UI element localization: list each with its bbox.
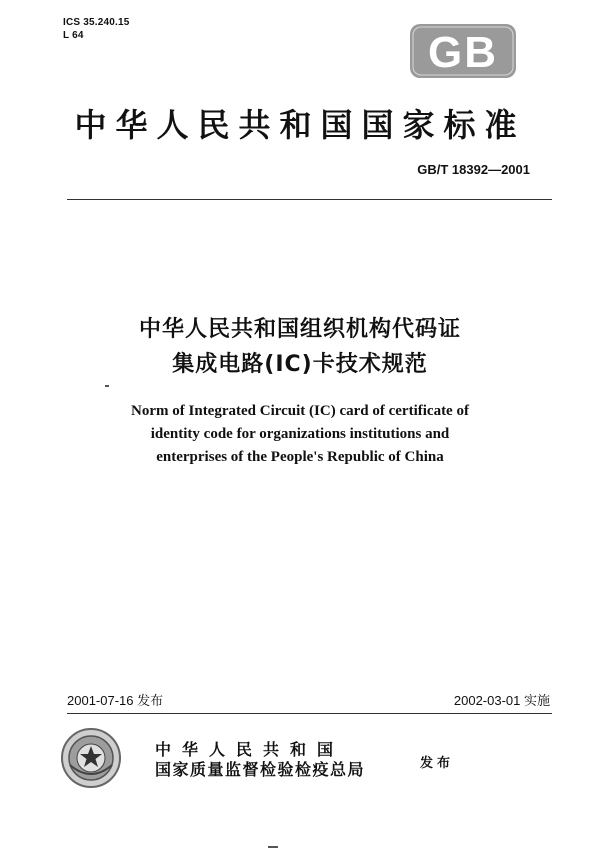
scan-speck — [268, 846, 278, 848]
title-cn-line2: 集成电路(IC)卡技术规范 — [172, 352, 428, 377]
issuer-block — [155, 740, 365, 780]
national-emblem — [60, 727, 122, 789]
issuer-line2: 国家质量监督检验检疫总局 — [155, 760, 366, 779]
ccs-code: L 64 — [63, 30, 84, 41]
title-en — [0, 400, 600, 469]
title-en-line1: Norm of Integrated Circuit (IC) card of certificate of — [131, 403, 469, 419]
issue-date: 2001-07-16 发布 — [67, 693, 164, 708]
implementation-date: 2002-03-01 实施 — [453, 693, 550, 708]
standard-title: 中华人民共和国国家标准 — [74, 106, 526, 144]
bottom-divider — [67, 713, 552, 714]
issuer-line1: 中华人民共和国 — [155, 740, 345, 759]
publish-label: 发布 — [420, 756, 455, 771]
gb-logo — [410, 24, 516, 78]
ics-code: ICS 35.240.15 — [63, 17, 130, 28]
classification-codes — [63, 16, 130, 42]
gb-logo-text: GB — [428, 28, 498, 77]
title-cn-line1: 中华人民共和国组织机构代码证 — [138, 317, 461, 342]
top-divider — [67, 199, 552, 200]
standard-number: GB/T 18392—2001 — [417, 162, 530, 177]
title-en-line2: identity code for organizations institutions and — [150, 426, 450, 442]
scan-speck — [105, 385, 109, 387]
title-en-line3: enterprises of the People's Republic of China — [156, 449, 444, 465]
